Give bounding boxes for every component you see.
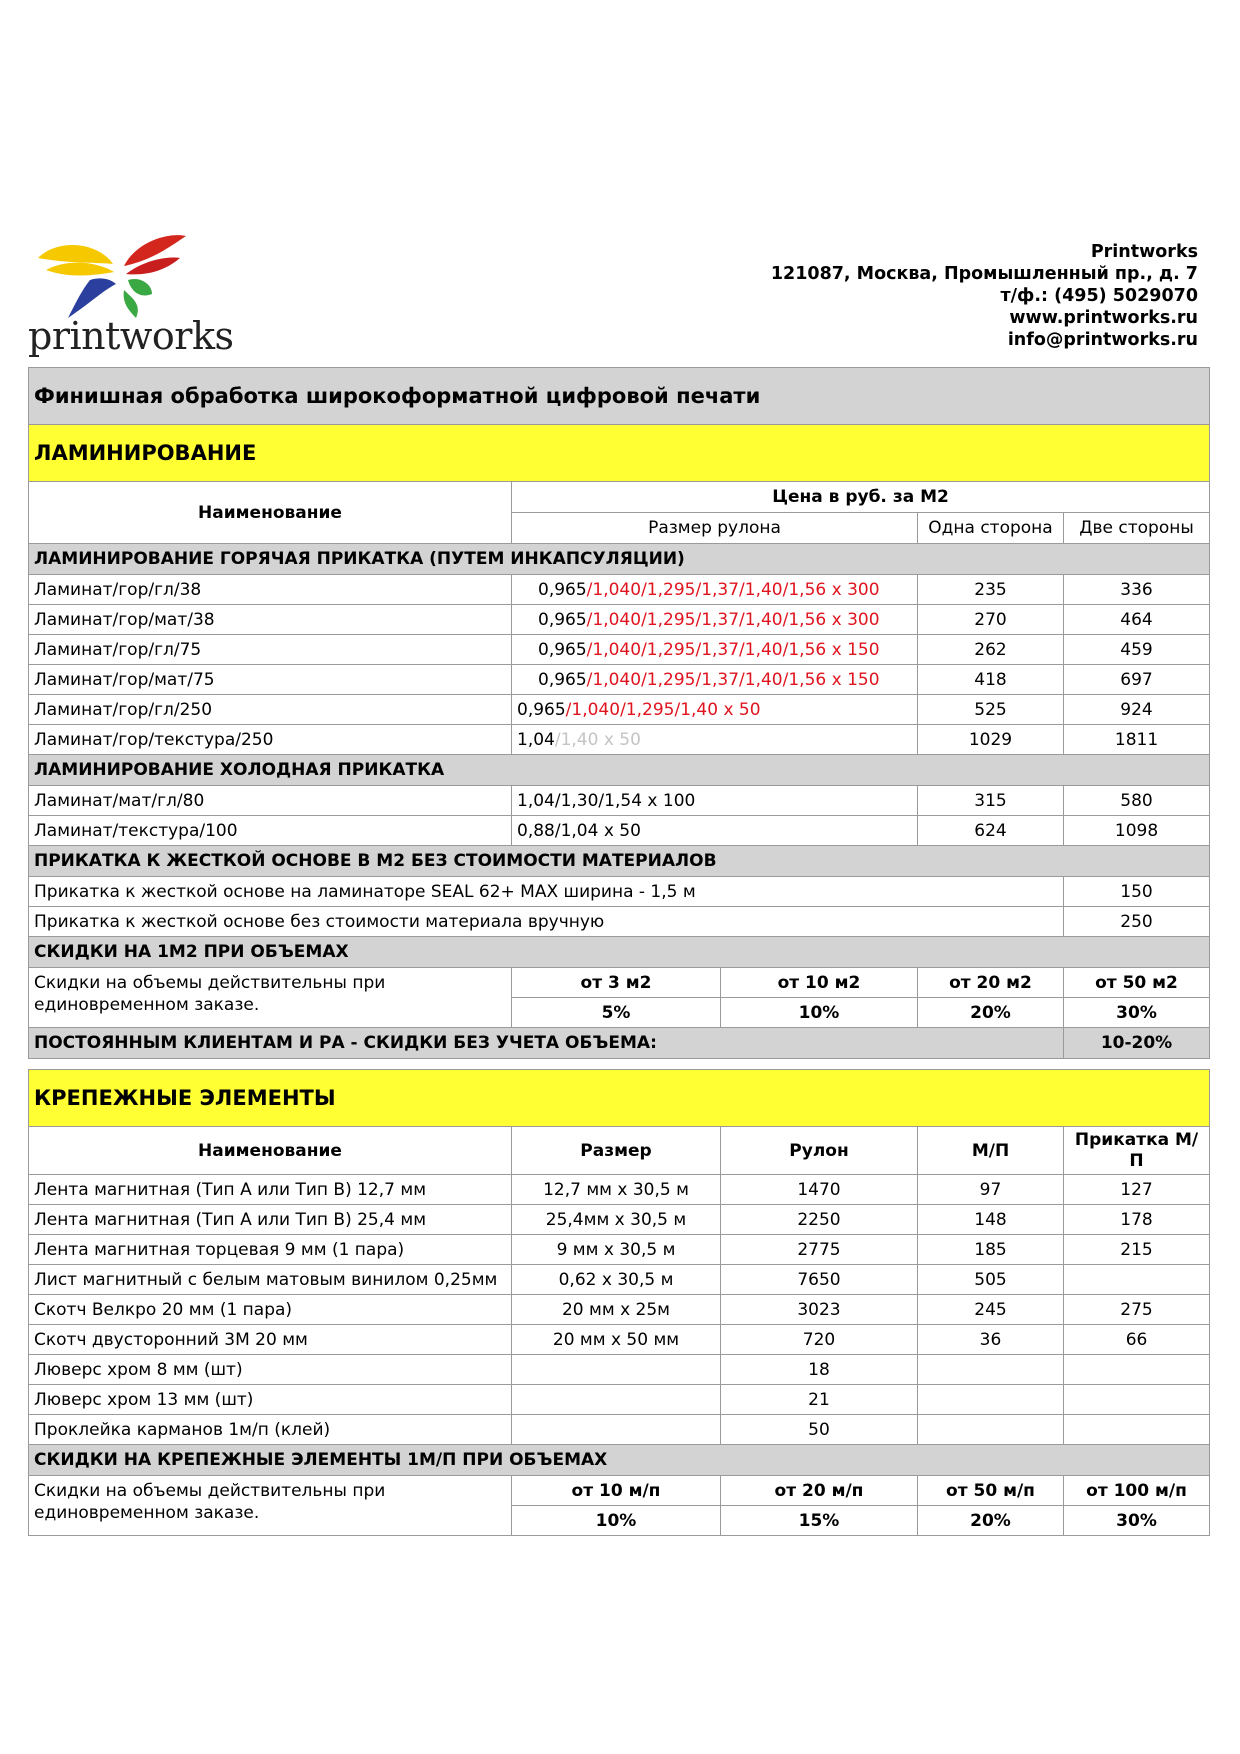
discount-value: 15% bbox=[721, 1506, 918, 1536]
column-mp-header: М/П bbox=[918, 1127, 1064, 1175]
discount-tier: от 20 м2 bbox=[918, 968, 1064, 998]
company-logo bbox=[28, 228, 234, 358]
size-value: 1,04 bbox=[517, 729, 555, 750]
table-row bbox=[29, 695, 1210, 725]
size-value: 0,965 bbox=[538, 609, 587, 630]
table-row bbox=[29, 1415, 1210, 1445]
row-name: Лента магнитная торцевая 9 мм (1 пара) bbox=[29, 1235, 512, 1265]
row-name: Лист магнитный с белым матовым винилом 0,25мм bbox=[29, 1265, 512, 1295]
table-row bbox=[29, 1205, 1210, 1235]
row-roll-price: 2250 bbox=[721, 1205, 918, 1235]
row-price-two-sides: 697 bbox=[1064, 665, 1210, 695]
table-row bbox=[29, 665, 1210, 695]
row-size bbox=[512, 1415, 721, 1445]
table-row bbox=[29, 816, 1210, 846]
row-price: 150 bbox=[1064, 877, 1210, 907]
table-row bbox=[29, 635, 1210, 665]
cold-lamination-heading: ЛАМИНИРОВАНИЕ ХОЛОДНАЯ ПРИКАТКА bbox=[29, 755, 1210, 786]
rigid-mounting-heading: ПРИКАТКА К ЖЕСТКОЙ ОСНОВЕ В М2 БЕЗ СТОИМОСТИ МАТЕРИАЛОВ bbox=[29, 846, 1210, 877]
size-value-extra: /1,040/1,295/1,40 х 50 bbox=[565, 699, 761, 720]
row-price-one-side: 262 bbox=[918, 635, 1064, 665]
row-apply-price bbox=[1064, 1355, 1210, 1385]
row-mp-price bbox=[918, 1385, 1064, 1415]
row-mp-price bbox=[918, 1415, 1064, 1445]
fasteners-discount-heading: СКИДКИ НА КРЕПЕЖНЫЕ ЭЛЕМЕНТЫ 1М/П ПРИ ОБЪЕМАХ bbox=[29, 1445, 1210, 1476]
row-size: 25,4мм х 30,5 м bbox=[512, 1205, 721, 1235]
row-apply-price: 66 bbox=[1064, 1325, 1210, 1355]
row-price-two-sides: 336 bbox=[1064, 575, 1210, 605]
table-row bbox=[29, 605, 1210, 635]
company-email[interactable]: info@printworks.ru bbox=[1007, 330, 1198, 350]
row-size bbox=[512, 1355, 721, 1385]
row-roll-price: 720 bbox=[721, 1325, 918, 1355]
row-apply-price: 275 bbox=[1064, 1295, 1210, 1325]
row-name: Ламинат/гор/гл/38 bbox=[29, 575, 512, 605]
row-name: Скотч Велкро 20 мм (1 пара) bbox=[29, 1295, 512, 1325]
table-row bbox=[29, 725, 1210, 755]
discount-value: 30% bbox=[1064, 998, 1210, 1028]
discount-tier: от 50 м/п bbox=[918, 1476, 1064, 1506]
row-price-one-side: 525 bbox=[918, 695, 1064, 725]
discount-tier: от 10 м/п bbox=[512, 1476, 721, 1506]
table-row bbox=[29, 907, 1210, 937]
column-price-header: Цена в руб. за М2 bbox=[512, 482, 1210, 513]
row-name: Прикатка к жесткой основе на ламинаторе SEAL 62+ MAX ширина - 1,5 м bbox=[29, 877, 1064, 907]
size-value-extra: /1,040/1,295/1,37/1,40/1,56 х 150 bbox=[586, 669, 880, 690]
row-size: 20 мм х 25м bbox=[512, 1295, 721, 1325]
table-row bbox=[29, 786, 1210, 816]
table-row bbox=[29, 877, 1210, 907]
row-mp-price: 97 bbox=[918, 1175, 1064, 1205]
row-roll-size bbox=[512, 725, 918, 755]
row-name: Люверс хром 8 мм (шт) bbox=[29, 1355, 512, 1385]
size-value: 0,965 bbox=[517, 699, 566, 720]
row-price-two-sides: 459 bbox=[1064, 635, 1210, 665]
butterfly-logo-icon bbox=[28, 228, 203, 323]
row-apply-price bbox=[1064, 1415, 1210, 1445]
column-apply-mp-header: Прикатка М/П bbox=[1064, 1127, 1210, 1175]
column-one-side-header: Одна сторона bbox=[918, 513, 1064, 544]
row-name: Лента магнитная (Тип А или Тип В) 25,4 мм bbox=[29, 1205, 512, 1235]
row-mp-price: 245 bbox=[918, 1295, 1064, 1325]
discount-note: Скидки на объемы действительны при единовременном заказе. bbox=[29, 1476, 512, 1536]
row-roll-price: 7650 bbox=[721, 1265, 918, 1295]
row-apply-price bbox=[1064, 1385, 1210, 1415]
row-size bbox=[512, 1385, 721, 1415]
row-roll-size bbox=[512, 575, 918, 605]
discount-tier: от 20 м/п bbox=[721, 1476, 918, 1506]
row-apply-price bbox=[1064, 1265, 1210, 1295]
row-price-two-sides: 924 bbox=[1064, 695, 1210, 725]
section-lamination-heading: ЛАМИНИРОВАНИЕ bbox=[29, 425, 1210, 482]
row-price-two-sides: 464 bbox=[1064, 605, 1210, 635]
row-mp-price bbox=[918, 1355, 1064, 1385]
column-name-header: Наименование bbox=[29, 482, 512, 544]
logo-wordmark: printworks bbox=[28, 314, 234, 358]
discount-value: 10% bbox=[512, 1506, 721, 1536]
size-value-extra: /1,040/1,295/1,37/1,40/1,56 х 300 bbox=[586, 609, 880, 630]
column-name-header: Наименование bbox=[29, 1127, 512, 1175]
row-price-one-side: 235 bbox=[918, 575, 1064, 605]
table-row bbox=[29, 575, 1210, 605]
column-size-header: Размер bbox=[512, 1127, 721, 1175]
table-row bbox=[29, 1265, 1210, 1295]
row-name: Проклейка карманов 1м/п (клей) bbox=[29, 1415, 512, 1445]
row-apply-price: 127 bbox=[1064, 1175, 1210, 1205]
table-row bbox=[29, 1175, 1210, 1205]
row-size: 12,7 мм х 30,5 м bbox=[512, 1175, 721, 1205]
table-row bbox=[29, 1235, 1210, 1265]
section-fasteners-heading: КРЕПЕЖНЫЕ ЭЛЕМЕНТЫ bbox=[29, 1070, 1210, 1127]
row-name: Люверс хром 13 мм (шт) bbox=[29, 1385, 512, 1415]
discount-tier: от 10 м2 bbox=[721, 968, 918, 998]
size-value: 0,965 bbox=[538, 639, 587, 660]
row-roll-size bbox=[512, 665, 918, 695]
column-roll-header: Рулон bbox=[721, 1127, 918, 1175]
row-name: Прикатка к жесткой основе без стоимости материала вручную bbox=[29, 907, 1064, 937]
discount-value: 5% bbox=[512, 998, 721, 1028]
row-price-one-side: 315 bbox=[918, 786, 1064, 816]
row-price-one-side: 624 bbox=[918, 816, 1064, 846]
page-title: Финишная обработка широкоформатной цифровой печати bbox=[29, 368, 1210, 425]
hot-lamination-heading: ЛАМИНИРОВАНИЕ ГОРЯЧАЯ ПРИКАТКА (ПУТЕМ ИНКАПСУЛЯЦИИ) bbox=[29, 544, 1210, 575]
row-price-two-sides: 1098 bbox=[1064, 816, 1210, 846]
row-name: Ламинат/гор/мат/75 bbox=[29, 665, 512, 695]
company-website[interactable]: www.printworks.ru bbox=[1009, 308, 1198, 328]
row-roll-price: 2775 bbox=[721, 1235, 918, 1265]
row-roll-size bbox=[512, 605, 918, 635]
row-apply-price: 178 bbox=[1064, 1205, 1210, 1235]
row-size: 0,62 х 30,5 м bbox=[512, 1265, 721, 1295]
row-name: Ламинат/гор/гл/75 bbox=[29, 635, 512, 665]
company-contacts bbox=[771, 241, 1198, 351]
table-row bbox=[29, 1355, 1210, 1385]
row-price-one-side: 418 bbox=[918, 665, 1064, 695]
row-roll-price: 3023 bbox=[721, 1295, 918, 1325]
discount-value: 20% bbox=[918, 1506, 1064, 1536]
row-price-one-side: 270 bbox=[918, 605, 1064, 635]
row-price-two-sides: 580 bbox=[1064, 786, 1210, 816]
row-roll-size bbox=[512, 695, 918, 725]
regular-client-discount-label: ПОСТОЯННЫМ КЛИЕНТАМ И РА - СКИДКИ БЕЗ УЧЕТА ОБЪЕМА: bbox=[29, 1028, 1064, 1059]
size-value-extra: /1,40 х 50 bbox=[554, 729, 641, 750]
row-roll-price: 18 bbox=[721, 1355, 918, 1385]
discount-tier: от 100 м/п bbox=[1064, 1476, 1210, 1506]
volume-discount-heading: СКИДКИ НА 1М2 ПРИ ОБЪЕМАХ bbox=[29, 937, 1210, 968]
discount-tier: от 3 м2 bbox=[512, 968, 721, 998]
row-roll-price: 1470 bbox=[721, 1175, 918, 1205]
row-roll-size: 0,88/1,04 х 50 bbox=[512, 816, 918, 846]
table-row bbox=[29, 1295, 1210, 1325]
row-roll-size: 1,04/1,30/1,54 х 100 bbox=[512, 786, 918, 816]
company-address: 121087, Москва, Промышленный пр., д. 7 bbox=[770, 264, 1198, 284]
size-value-extra: /1,040/1,295/1,37/1,40/1,56 х 300 bbox=[586, 579, 880, 600]
discount-note: Скидки на объемы действительны при единовременном заказе. bbox=[29, 968, 512, 1028]
column-two-sides-header: Две стороны bbox=[1064, 513, 1210, 544]
row-mp-price: 148 bbox=[918, 1205, 1064, 1235]
discount-value: 20% bbox=[918, 998, 1064, 1028]
discount-value: 30% bbox=[1064, 1506, 1210, 1536]
table-row bbox=[29, 1385, 1210, 1415]
lamination-price-table bbox=[28, 367, 1210, 1059]
regular-client-discount-value: 10-20% bbox=[1064, 1028, 1210, 1059]
row-price-two-sides: 1811 bbox=[1064, 725, 1210, 755]
row-name: Лента магнитная (Тип А или Тип В) 12,7 мм bbox=[29, 1175, 512, 1205]
row-apply-price: 215 bbox=[1064, 1235, 1210, 1265]
row-roll-size bbox=[512, 635, 918, 665]
column-roll-size-header: Размер рулона bbox=[512, 513, 918, 544]
row-mp-price: 505 bbox=[918, 1265, 1064, 1295]
table-row bbox=[29, 1325, 1210, 1355]
row-price: 250 bbox=[1064, 907, 1210, 937]
row-name: Ламинат/текстура/100 bbox=[29, 816, 512, 846]
row-size: 9 мм х 30,5 м bbox=[512, 1235, 721, 1265]
row-mp-price: 185 bbox=[918, 1235, 1064, 1265]
row-name: Ламинат/мат/гл/80 bbox=[29, 786, 512, 816]
discount-value: 10% bbox=[721, 998, 918, 1028]
size-value-extra: /1,040/1,295/1,37/1,40/1,56 х 150 bbox=[586, 639, 880, 660]
discount-tier: от 50 м2 bbox=[1064, 968, 1210, 998]
row-roll-price: 21 bbox=[721, 1385, 918, 1415]
row-size: 20 мм х 50 мм bbox=[512, 1325, 721, 1355]
row-roll-price: 50 bbox=[721, 1415, 918, 1445]
size-value: 0,965 bbox=[538, 579, 587, 600]
company-name: Printworks bbox=[1090, 242, 1198, 262]
row-name: Ламинат/гор/мат/38 bbox=[29, 605, 512, 635]
row-mp-price: 36 bbox=[918, 1325, 1064, 1355]
company-phone: т/ф.: (495) 5029070 bbox=[1000, 286, 1198, 306]
row-name: Ламинат/гор/гл/250 bbox=[29, 695, 512, 725]
row-price-one-side: 1029 bbox=[918, 725, 1064, 755]
row-name: Скотч двусторонний 3М 20 мм bbox=[29, 1325, 512, 1355]
size-value: 0,965 bbox=[538, 669, 587, 690]
fasteners-price-table bbox=[28, 1069, 1210, 1536]
row-name: Ламинат/гор/текстура/250 bbox=[29, 725, 512, 755]
